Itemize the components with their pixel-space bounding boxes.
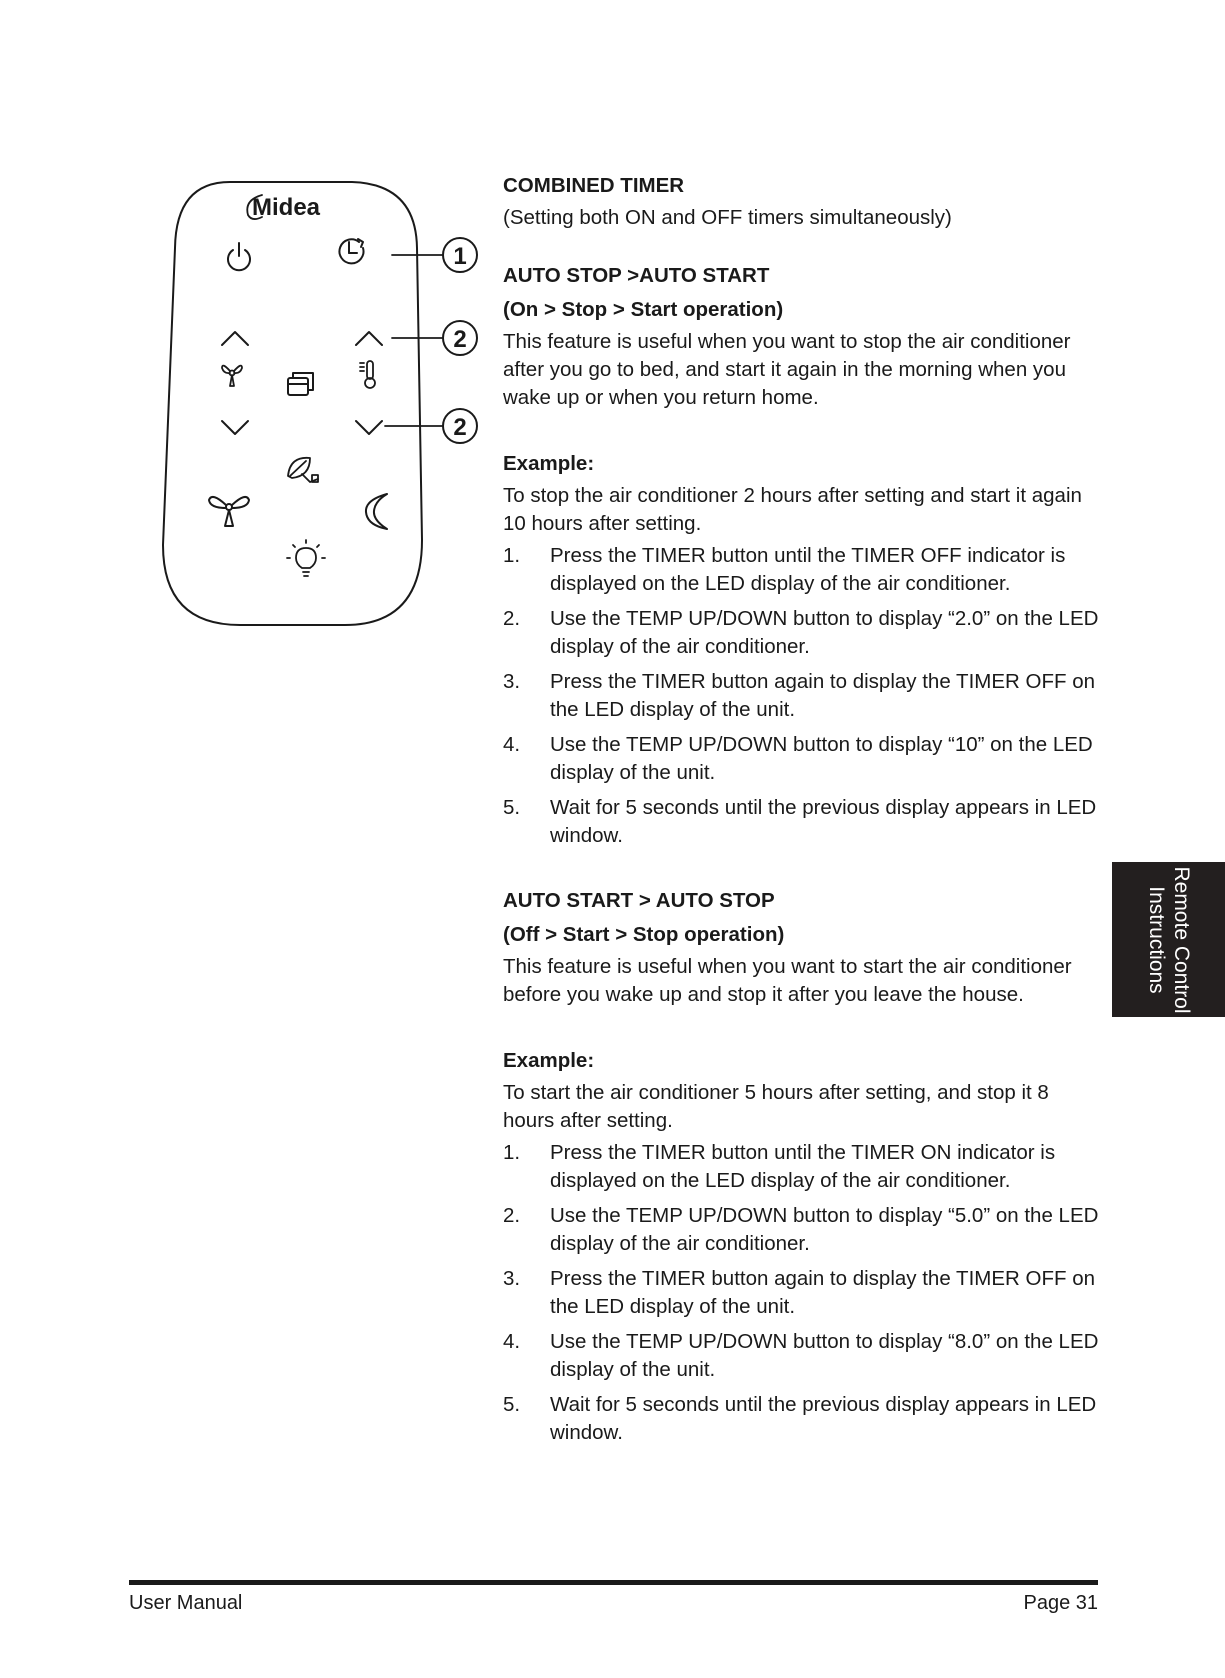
- instructions-content: [503, 172, 1103, 1454]
- svg-text:2: 2: [453, 326, 467, 353]
- timer-icon: [339, 239, 363, 263]
- fan-down-arrow-icon: [222, 421, 248, 434]
- eco-icon: [288, 458, 318, 482]
- svg-text:1: 1: [453, 243, 467, 270]
- list-item: 5. Wait for 5 seconds until the previous display appears in LED window.: [503, 796, 1097, 847]
- auto-stop-start-heading: AUTO STOP >AUTO START: [503, 264, 770, 287]
- thermometer-icon: [360, 361, 375, 388]
- example-label-2: Example:: [503, 1049, 595, 1072]
- combined-timer-subtitle: (Setting both ON and OFF timers simultaneously): [503, 206, 952, 229]
- auto-start-stop-description: This feature is useful when you want to start the air conditioner before you wake up and stop it after you leave the house.: [503, 955, 1072, 1006]
- mode-icon: [288, 373, 313, 395]
- side-tab-line1: Remote Control: [1169, 865, 1193, 1014]
- remote-body-outline: [163, 182, 422, 625]
- power-icon: [228, 243, 250, 270]
- fan-icon: [209, 497, 249, 526]
- svg-text:2: 2: [453, 414, 467, 441]
- list-item: 1. Press the TIMER button until the TIMER ON indicator is displayed on the LED display of the air conditioner.: [503, 1141, 1056, 1192]
- brand-logo: Midea: [252, 194, 321, 221]
- footer-rule: [129, 1580, 1098, 1585]
- steps-list-1: [503, 542, 1103, 850]
- auto-stop-start-subtitle: (On > Stop > Start operation): [503, 298, 784, 321]
- auto-start-stop-subtitle: (Off > Start > Stop operation): [503, 923, 785, 946]
- remote-control-illustration: [160, 170, 490, 630]
- list-item: 1. Press the TIMER button until the TIMER OFF indicator is displayed on the LED display of the air conditioner.: [503, 544, 1066, 595]
- list-item: 3. Press the TIMER button again to display the TIMER OFF on the LED display of the unit.: [503, 670, 1096, 721]
- sleep-icon: [366, 494, 387, 529]
- list-item: 4. Use the TEMP UP/DOWN button to display “8.0” on the LED display of the unit.: [503, 1330, 1099, 1381]
- footer-manual-title: User Manual: [129, 1592, 243, 1614]
- example-text-1: To stop the air conditioner 2 hours after setting and start it again 10 hours after setting.: [503, 484, 1082, 535]
- list-item: 2. Use the TEMP UP/DOWN button to display “5.0” on the LED display of the air conditioner.: [503, 1204, 1099, 1255]
- list-item: 3. Press the TIMER button again to display the TIMER OFF on the LED display of the unit.: [503, 1267, 1096, 1318]
- temp-up-arrow-icon: [356, 332, 382, 345]
- example-label-1: Example:: [503, 452, 595, 475]
- side-tab-line2: Instructions: [1144, 885, 1168, 994]
- list-item: 5. Wait for 5 seconds until the previous display appears in LED window.: [503, 1393, 1097, 1444]
- fan-speed-icon: [222, 366, 242, 386]
- list-item: 4. Use the TEMP UP/DOWN button to display “10” on the LED display of the unit.: [503, 733, 1093, 784]
- steps-list-2: [503, 1139, 1103, 1447]
- fan-up-arrow-icon: [222, 332, 248, 345]
- light-icon: [287, 540, 325, 576]
- section-side-tab: [1112, 862, 1225, 1017]
- footer-page-number: Page 31: [1023, 1592, 1098, 1614]
- auto-stop-start-description: This feature is useful when you want to stop the air conditioner after you go to bed, and start it again in the morning when you wake up or when you return home.: [503, 330, 1071, 409]
- combined-timer-heading: COMBINED TIMER: [503, 174, 685, 197]
- example-text-2: To start the air conditioner 5 hours after setting, and stop it 8 hours after setting.: [503, 1081, 1049, 1132]
- list-item: 2. Use the TEMP UP/DOWN button to display “2.0” on the LED display of the air conditioner.: [503, 607, 1099, 658]
- temp-down-arrow-icon: [356, 421, 382, 434]
- auto-start-stop-heading: AUTO START > AUTO STOP: [503, 889, 775, 912]
